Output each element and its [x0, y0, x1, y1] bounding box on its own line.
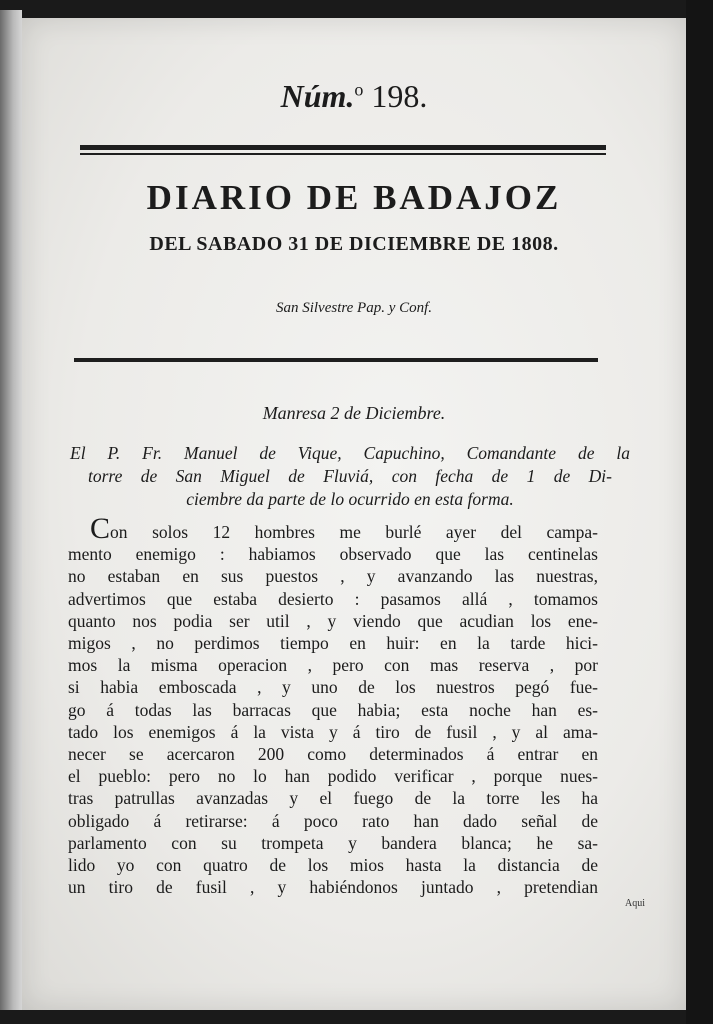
top-double-rule-thin: [80, 153, 606, 155]
body-line: mos la misma operacion , pero con mas reserva , por: [68, 655, 598, 676]
body-line: mento enemigo : habiamos observado que las centinelas: [68, 544, 598, 565]
catchword: Aqui: [625, 898, 645, 909]
saint-of-day: San Silvestre Pap. y Conf.: [275, 300, 433, 316]
left-page-edge: [0, 10, 22, 1010]
dateline: DEL SABADO 31 DE DICIEMBRE DE 1808.: [149, 233, 559, 255]
issue-number-prefix: Núm.: [280, 78, 355, 114]
intro-line: ciembre da parte de lo ocurrido en esta forma.: [186, 489, 514, 509]
body-line: migos , no perdimos tiempo en huir: en la tarde hici-: [68, 633, 598, 654]
body-line: lido yo con quatro de los mios hasta la distancia de: [68, 855, 598, 876]
first-line-text: on solos 12 hombres me burlé ayer del campa-: [110, 522, 598, 542]
body-line: tras patrullas avanzadas y el fuego de la torre les ha: [68, 788, 598, 809]
body-line: un tiro de fusil , y habiéndonos juntado , pretendian: [68, 877, 598, 898]
body-line: advertimos que estaba desierto : pasamos allá , tomamos: [68, 588, 598, 609]
masthead-title: DIARIO DE BADAJOZ: [146, 178, 562, 217]
body-line: tado los enemigos á la vista y á tiro de fusil , y al ama-: [68, 721, 598, 742]
intro-line: torre de San Miguel de Fluviá, con fecha de 1 de Di-: [88, 466, 612, 486]
drop-cap: C: [90, 512, 111, 545]
article-intro: [70, 442, 630, 511]
scan-border-right: [686, 0, 713, 1024]
body-line: go á todas las barracas que habia; esta noche han es-: [68, 699, 598, 720]
issue-number: [22, 78, 686, 115]
body-line: no estaban en sus puestos , y avanzando las nuestras,: [68, 566, 598, 587]
body-line: quanto nos podia ser util , y viendo que acudian los ene-: [68, 610, 598, 631]
issue-number-value: 198.: [371, 78, 428, 114]
body-line: obligado á retirarse: á poco rato han dado señal de: [68, 810, 598, 831]
body-first-line: [68, 512, 598, 545]
newspaper-page: [22, 18, 686, 1010]
article-body: [68, 512, 598, 898]
intro-line: El P. Fr. Manuel de Vique, Capuchino, Comandante de la: [70, 443, 630, 463]
body-line: si habia emboscada , y uno de los nuestros pegó fue-: [68, 677, 598, 698]
section-rule: [74, 358, 598, 362]
body-line: necer se acercaron 200 como determinados á entrar en: [68, 744, 598, 765]
body-line: el pueblo: pero no lo han podido verificar , porque nues-: [68, 766, 598, 787]
top-double-rule: [80, 145, 606, 150]
place-date: Manresa 2 de Diciembre.: [262, 403, 446, 423]
issue-number-sup: o: [354, 79, 364, 100]
body-line: parlamento con su trompeta y bandera blanca; he sa-: [68, 832, 598, 853]
